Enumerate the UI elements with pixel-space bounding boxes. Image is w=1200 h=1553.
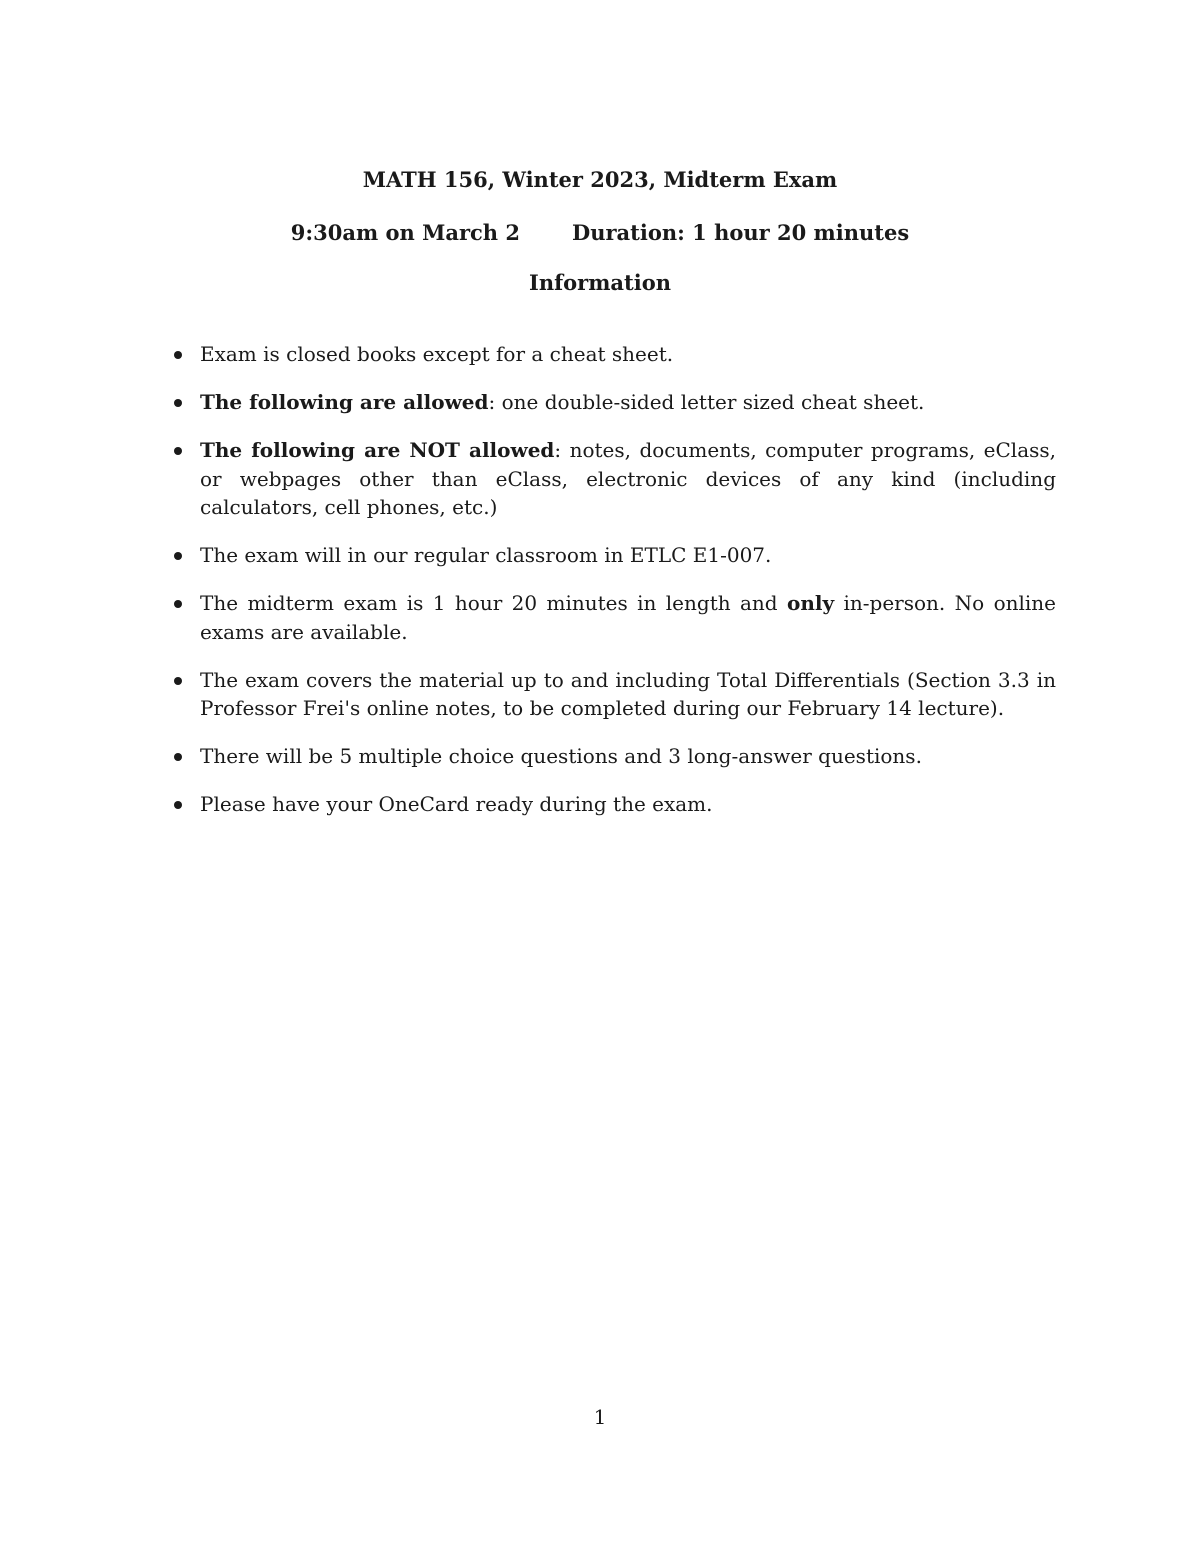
bullet-icon	[174, 677, 182, 685]
bullet-icon	[174, 447, 182, 455]
bullet-icon	[174, 753, 182, 761]
bullet-icon	[174, 600, 182, 608]
list-item-text: : notes, documents, computer programs, eClass, or webpages other than eClass, electronic devices of any kind (including calculators, cell phones, etc.)	[200, 438, 1057, 519]
section-heading: Information	[529, 270, 671, 295]
exam-schedule	[0, 219, 1200, 247]
list-item-text: Please have your OneCard ready during the exam.	[200, 792, 713, 816]
exam-time: 9:30am on March 2	[290, 220, 521, 245]
list-item	[172, 388, 1056, 417]
list-item-text: : one double-sided letter sized cheat sheet.	[488, 390, 925, 414]
list-item	[172, 589, 1056, 646]
list-item-text: The exam will in our regular classroom in ETLC E1-007.	[200, 543, 772, 567]
information-list	[172, 340, 1056, 838]
list-item-text: There will be 5 multiple choice questions and 3 long-answer questions.	[200, 744, 922, 768]
list-item	[172, 790, 1056, 819]
list-item-text: The exam covers the material up to and including Total Differentials (Section 3.3 in Professor Frei's online notes, to be completed during our February 14 lecture).	[200, 667, 1056, 720]
list-item-bold: only	[787, 591, 835, 615]
list-item-text: in-person. No online exams are available.	[200, 591, 1057, 644]
list-item	[172, 541, 1056, 570]
page-number: 1	[593, 1405, 607, 1429]
bullet-icon	[174, 399, 182, 407]
list-item-bold: The following are NOT allowed	[200, 438, 555, 462]
list-item-bold: The following are allowed	[200, 390, 489, 414]
list-item	[172, 666, 1056, 723]
list-item	[172, 436, 1056, 522]
list-item	[172, 340, 1056, 369]
list-item-pre: The midterm exam is 1 hour 20 minutes in length and	[200, 591, 787, 615]
exam-title: MATH 156, Winter 2023, Midterm Exam	[362, 167, 838, 192]
bullet-icon	[174, 552, 182, 560]
list-item	[172, 742, 1056, 771]
exam-duration: Duration: 1 hour 20 minutes	[572, 220, 910, 245]
list-item-text: Exam is closed books except for a cheat sheet.	[200, 342, 674, 366]
bullet-icon	[174, 351, 182, 359]
bullet-icon	[174, 801, 182, 809]
